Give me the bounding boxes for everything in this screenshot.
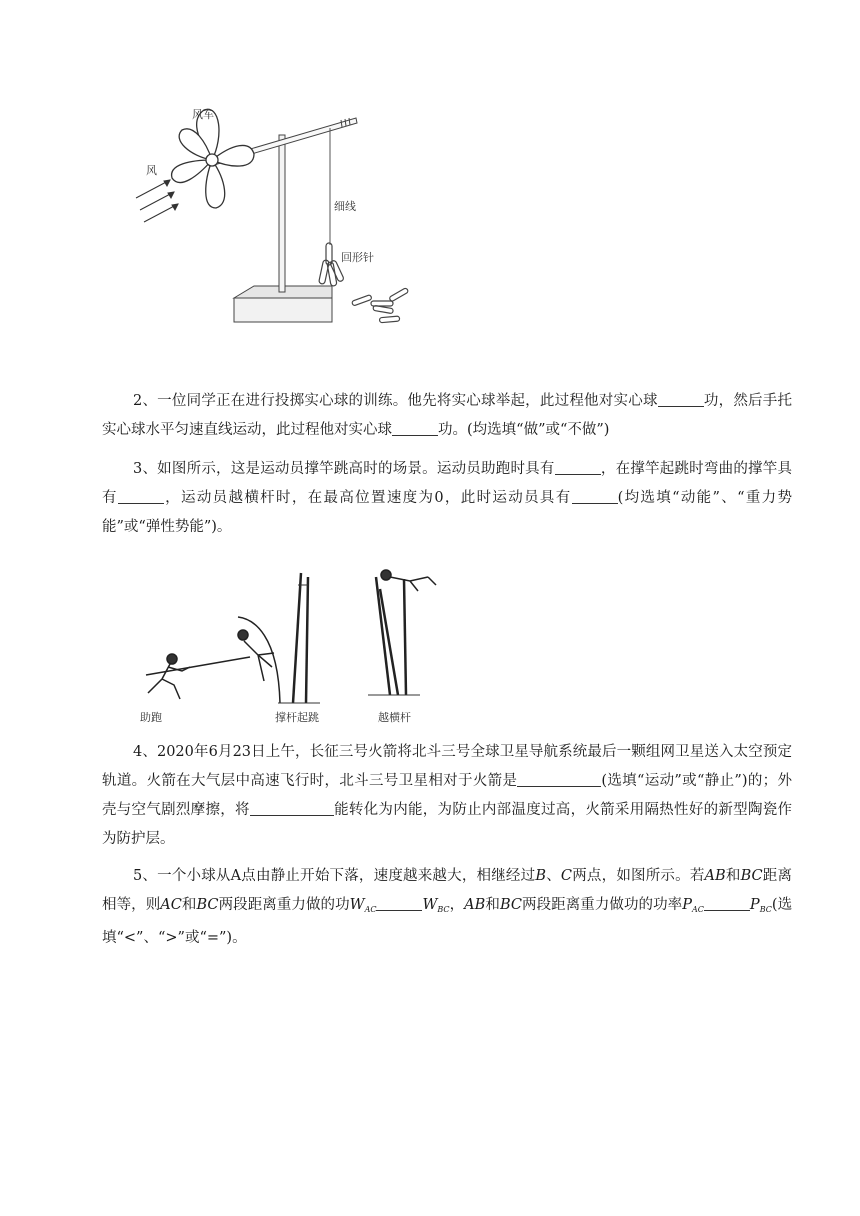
answer-blank[interactable] bbox=[392, 420, 438, 436]
answer-blank[interactable] bbox=[555, 459, 601, 475]
label-windmill: 风车 bbox=[192, 108, 214, 121]
question-5: 5、一个小球从A点由静止开始下落，速度越来越大，相继经过B、C两点，如图所示。若AB和BC距离相等，则AC和BC两段距离重力做的功$W_{AC}$ $W_{BC}$，AB和BC两段距离重力做功的功率$P_{AC}$ $P_{BC}$(选填“<”、“>”或“=”)。 bbox=[102, 868, 793, 946]
label-paperclip: 回形针 bbox=[341, 251, 374, 264]
label-vault: 撑杆起跳 bbox=[275, 711, 319, 724]
question-3: 3、如图所示，这是运动员撑竿跳高时的场景。运动员助跑时具有 ，在撑竿起跳时弯曲的撑竿具有 ，运动员越横杆时，在最高位置速度为0，此时运动员具有 (均选填“动能”、“重力势能”或“弹性势能”)。 bbox=[102, 461, 792, 535]
label-thread: 细线 bbox=[334, 200, 356, 213]
pole-vault-figure bbox=[128, 555, 458, 727]
answer-blank[interactable] bbox=[704, 895, 750, 911]
label-run: 助跑 bbox=[140, 711, 162, 724]
label-wind: 风 bbox=[146, 164, 157, 177]
question-4: 4、2020年6月23日上午，长征三号火箭将北斗三号全球卫星导航系统最后一颗组网卫星送入太空预定轨道。火箭在大气层中高速飞行时，北斗三号卫星相对于火箭是 (选填“运动”或“静止”)的；外壳与空气剧烈摩擦，将 能转化为内能，为防止内部温度过高，火箭采用隔热性好的新型陶瓷作为防护层。 bbox=[102, 744, 793, 847]
answer-blank[interactable] bbox=[658, 391, 704, 407]
answer-blank[interactable] bbox=[250, 800, 334, 816]
question-2: 2、一位同学正在进行投掷实心球的训练。他先将实心球举起，此过程他对实心球 功，然后手托实心球水平匀速直线运动，此过程他对实心球 功。(均选填“做”或“不做”) bbox=[102, 393, 792, 438]
answer-blank[interactable] bbox=[376, 895, 422, 911]
windmill-figure bbox=[128, 100, 374, 345]
answer-blank[interactable] bbox=[118, 488, 164, 504]
label-cross: 越横杆 bbox=[378, 711, 411, 724]
answer-blank[interactable] bbox=[517, 771, 601, 787]
answer-blank[interactable] bbox=[572, 488, 618, 504]
